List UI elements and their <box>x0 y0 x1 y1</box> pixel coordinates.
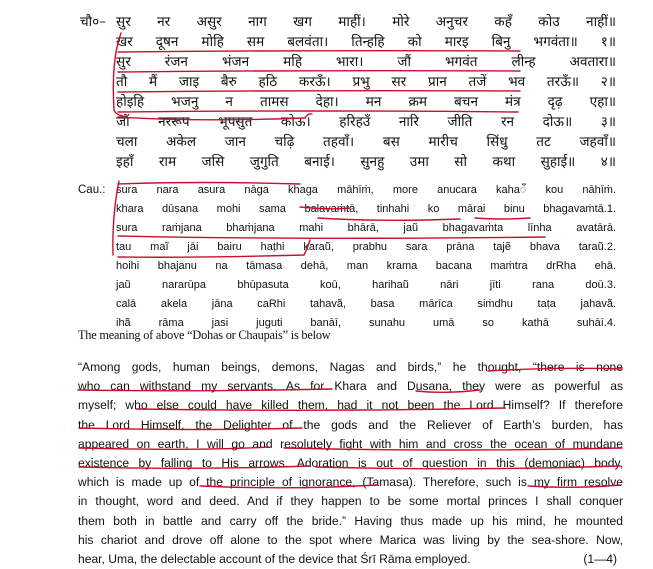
roman-line <box>78 257 623 276</box>
paragraph-line: who can withstand my servants. As for Khara and Dusana, they were as powerful as <box>78 379 623 394</box>
hindi-line-text: होइहि भजनु न तामस देहा। मन क्रम बचन मंत्र दृढ़ एहा॥ <box>116 94 616 110</box>
paragraph-line: existence by falling to His arrows. Adoration is out of question in this (demoniac) body, <box>78 456 623 471</box>
hindi-line-text: तौ मैं जाइ बैरु हठि करऊँ। प्रभु सर प्रान तजें भव तरऊँ॥ २॥ <box>116 74 616 90</box>
roman-line-text: jaũ nararūpa bhūpasuta koū, harihaū̃ nāri jīti rana doū.3. <box>116 279 616 291</box>
hindi-line-text: जौं नररूप भूपसुत कोऊ। हरिहउँ नारि जीति रन दोऊ॥ ३॥ <box>116 114 616 130</box>
cau-label: Cau.: <box>78 184 106 196</box>
roman-line-text: ihā̃ rāma jasi juguti banāī, sunahu umā so kathā suhāī.4. <box>116 317 616 329</box>
paragraph-line: which is made up of the principle of ignorance, (Tamasa). Therefore, such is my firm resolve <box>78 475 623 490</box>
roman-line-text: hoihi bhajanu na tāmasa dehā, man krama bacana maṁtra dṛRha ehā. <box>116 260 616 272</box>
hindi-line-text: चला अकेल जान चढ़ि तहवाँ। बस मारीच सिंधु तट जहवाँ॥ <box>116 134 616 150</box>
hindi-line-text: इहाँ राम जसि जुगुति बनाई। सुनहु उमा सो कथा सुहाई॥ ४॥ <box>116 154 616 170</box>
transliteration-block <box>78 181 623 333</box>
roman-line-text: calā akela jāna caRhi tahavā̃, basa mārīca siṁdhu taṭa jahavā̃. <box>116 298 616 310</box>
verse-reference: (1—4) <box>583 552 617 567</box>
hindi-line-text: सुर रंजन भंजन महि भारा। जौं भगवंत लीन्ह अवतारा॥ <box>116 54 616 70</box>
hindi-line <box>80 12 625 32</box>
paragraph-line: hear, Uma, the delectable account of the device that Śrī Rāma employed. <box>78 552 471 567</box>
translation-paragraph <box>78 358 623 569</box>
roman-line <box>78 181 623 200</box>
paragraph-line: his chariot and drove off alone to the spot where Marica was living by the sea-shore. Now, <box>78 532 623 547</box>
hindi-line-text: सुर नर असुर नाग खग माहीं। मोरे अनुचर कहँ कोउ नाहीं॥ <box>116 14 616 30</box>
hindi-line <box>80 52 625 72</box>
hindi-line-text: खर दूषन मोहि सम बलवंता। तिन्हहि को मारइ बिनु भगवंता॥ १॥ <box>116 34 616 50</box>
hindi-line <box>80 152 625 172</box>
roman-line <box>78 238 623 257</box>
roman-line-text: sura nara asura nāga khaga māhīṁ, more anucara kahaँ kou nāhīṁ. <box>116 184 616 196</box>
roman-line <box>78 219 623 238</box>
meaning-caption: The meaning of above “Dohas or Chaupais” is below <box>78 328 331 342</box>
hindi-line <box>80 72 625 92</box>
roman-line-text: sura raṁjana bhaṁjana mahi bhārā, jaũ bhagavaṁta līnha avatārā. <box>116 222 616 234</box>
paragraph-line: in thought, word and deed. And if they happen to be some mortal princes I shall conquer <box>78 494 623 509</box>
paragraph-line: appeared on earth, I will go and resolutely fight with him and cross the ocean of mundane <box>78 436 623 451</box>
paragraph-line: the Lord Himself, the Delighter of the gods and the Reliever of Earth’s burden, has <box>78 417 623 432</box>
roman-line <box>78 276 623 295</box>
hindi-line <box>80 92 625 112</box>
paragraph-last-line <box>78 550 623 569</box>
roman-line-text: tau maĩ jāi bairu haṭhi karaū̃, prabhu sara prāna tajẽ bhava taraū̃.2. <box>116 241 616 253</box>
hindi-line <box>80 112 625 132</box>
hindi-line <box>80 32 625 52</box>
paragraph-line: them both in battle and carry off the bride.” Having thus made up his mind, he mounted <box>78 513 623 528</box>
paragraph-line: myself; who else could have killed them, had it not been the Lord Himself? If therefore <box>78 398 623 413</box>
hindi-verse-block <box>80 12 625 172</box>
chaupai-label: चौ०– <box>80 14 107 30</box>
roman-line <box>78 200 623 219</box>
hindi-line <box>80 132 625 152</box>
paragraph-line: “Among gods, human beings, demons, Nagas and birds,” he thought, “there is none <box>78 360 623 374</box>
roman-line <box>78 295 623 314</box>
roman-line-text: khara dūṣana mohi sama balavaṁtā, tinhahi ko mārai binu bhagavaṁtā.1. <box>116 203 616 215</box>
